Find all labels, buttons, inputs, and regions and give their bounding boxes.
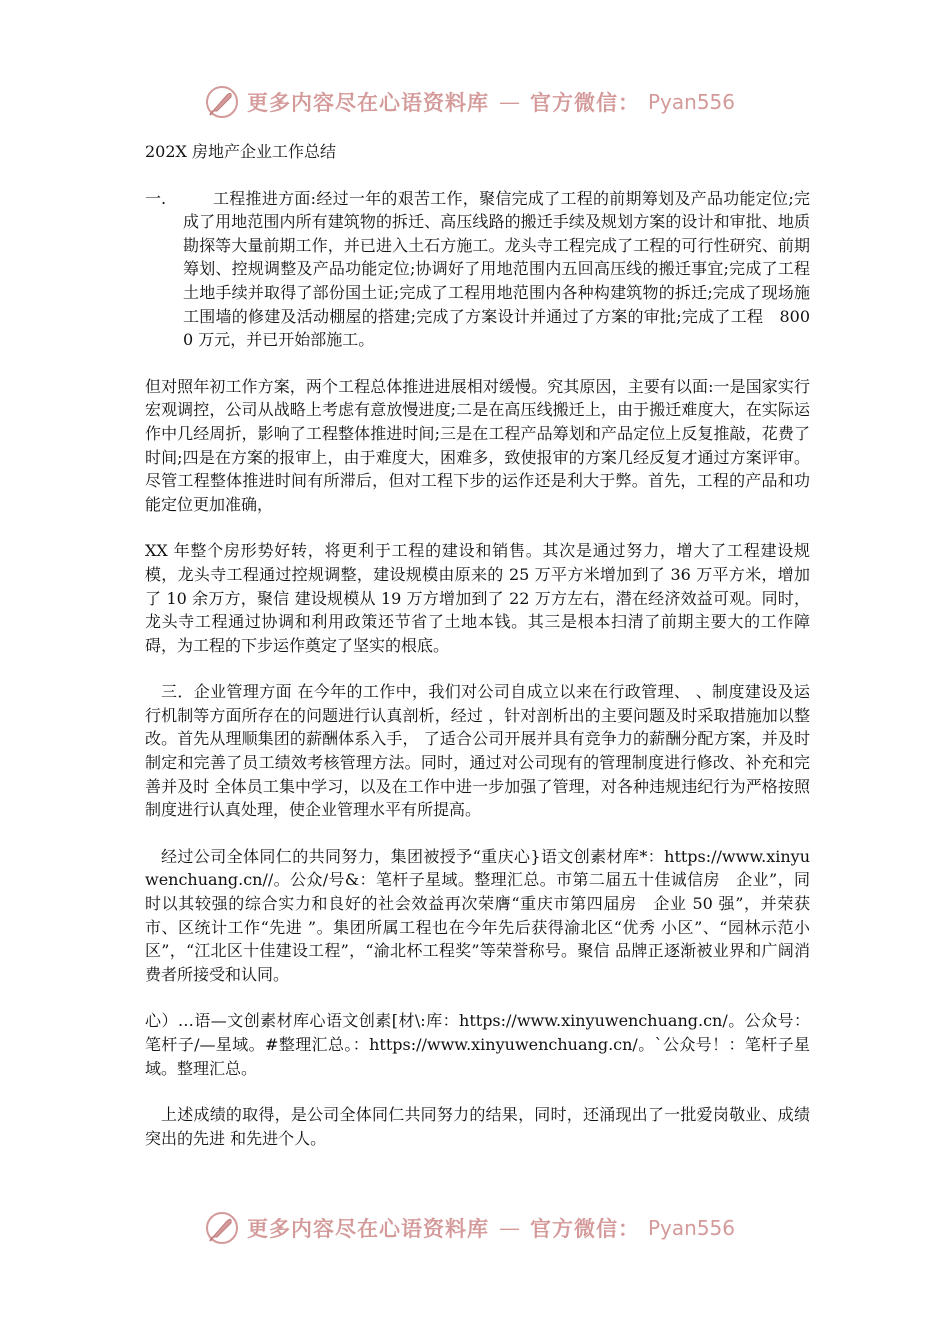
watermark-wechat-label-bottom: 官方微信： (529, 1216, 640, 1241)
paragraph-progress-review: 但对照年初工作方案，两个工程总体推进进展相对缓慢。究其原因，主要有以面:一是国家实行宏观调控，公司从战略上考虑有意放慢进度;二是在高压线搬迁上，由于搬迁难度大，在实际运作中几经周折，影响了工程整体推进时间;三是在工程产品筹划和产品定位上反复推敲，花费了时间;四是在方案的报审上，由于难度大，困难多，致使报审的方案几经反复才通过方案评审。尽管工程整体推进时间有所滞后，但对工程下步的运作还是利大于弊。首先，工程的产品和功能定位更加准确， (145, 376, 810, 514)
watermark-banner-bottom (0, 1206, 950, 1250)
section-one (145, 187, 810, 352)
watermark-banner-top (0, 80, 950, 124)
watermark-text-bottom: 更多内容尽在心语资料库 (246, 1216, 489, 1241)
quill-logo-icon (205, 1211, 239, 1245)
watermark-content-bottom (205, 1211, 735, 1245)
watermark-wechat-label: 官方微信： (529, 90, 640, 115)
watermark-wechat-id: Pyan556 (647, 90, 735, 114)
paragraph-honors: 经过公司全体同仁的共同努力，集团被授予“重庆心}语文创素材库*：https://www.xinyuwenchuang.cn//。公众/号&：笔杆子星域。整理汇总。市第二届五十佳诚信房 企业”，同时以其较强的综合实力和良好的社会效益再次荣膺“重庆市第四届房 企业 50 强”，并荣获市、区统计工作“先进 ”。集团所属工程也在今年先后获得渝北区“优秀 小区”、“园林示范小区”，“江北区十佳建设工程”，“渝北杯工程奖”等荣誉称号。聚信 品牌正逐渐被业界和广阔消费者所接受和认同。 (145, 846, 810, 984)
document-body (145, 140, 810, 1173)
document-title: 202X 房地产企业工作总结 (145, 142, 337, 161)
watermark-text: 更多内容尽在心语资料库 (246, 90, 489, 115)
section-one-text (183, 187, 810, 352)
quill-logo-icon (205, 85, 239, 119)
section-one-number: 一. (145, 188, 167, 208)
watermark-separator: — (498, 90, 520, 114)
watermark-separator-bottom: — (498, 1216, 520, 1240)
paragraph-management: 三．企业管理方面 在今年的工作中，我们对公司自成立以来在行政管理、 、制度建设及运行机制等方面所存在的问题进行认真剖析，经过 ，针对剖析出的主要问题及时采取措施加以整改。首先从理顺集团的薪酬体系入手， 了适合公司开展并具有竞争力的薪酬分配方案，并及时制定和完善了员工绩效考核管理方法。同时，通过对公司现有的管理制度进行修改、补充和完善并及时 全体员工集中学习，以及在工作中进一步加强了管理，对各种违规违纪行为严格按照制度进行认真处理，使企业管理水平有所提高。 (145, 682, 810, 820)
paragraph-watermark-text: 心）…语—文创素材库心语文创素[材\:库：https://www.xinyuwenchuang.cn/。公众号：笔杆子/—星域。#整理汇总。：https://www.xinyuwenchuang.cn/。`公众号！：笔杆子星域。整理汇总。 (145, 1011, 810, 1078)
watermark-wechat-id-bottom: Pyan556 (647, 1216, 735, 1240)
watermark-content (205, 85, 735, 119)
paragraph-market-outlook: XX 年整个房形势好转，将更利于工程的建设和销售。其次是通过努力，增大了工程建设规模，龙头寺工程通过控规调整，建设规模由原来的 25 万平方米增加到了 36 万平方米，增加了 10 余万方，聚信 建设规模从 19 万方增加到了 22 万方左右，潜在经济效益可观。同时，龙头寺工程通过协调和利用政策还节省了土地本钱。其三是根本扫清了前期主要大的工作障碍，为工程的下步运作奠定了坚实的根底。 (145, 541, 810, 655)
section-one-content: 工程推进方面:经过一年的艰苦工作，聚信完成了工程的前期筹划及产品功能定位;完成了用地范围内所有建筑物的拆迁、高压线路的搬迁手续及规划方案的设计和审批、地质勘探等大量前期工作，并已进入土石方施工。龙头寺工程完成了工程的可行性研究、前期筹划、控规调整及产品功能定位;协调好了用地范围内五回高压线的搬迁事宜;完成了工程土地手续并取得了部份国土证;完成了工程用地范围内各种构建筑物的拆迁;完成了现场施工围墙的修建及活动棚屋的搭建;完成了方案设计并通过了方案的审批;完成了工程 8000 万元，并已开始部施工。 (183, 188, 810, 350)
paragraph-conclusion: 上述成绩的取得，是公司全体同仁共同努力的结果，同时，还涌现出了一批爱岗敬业、成绩突出的先进 和先进个人。 (145, 1105, 810, 1148)
